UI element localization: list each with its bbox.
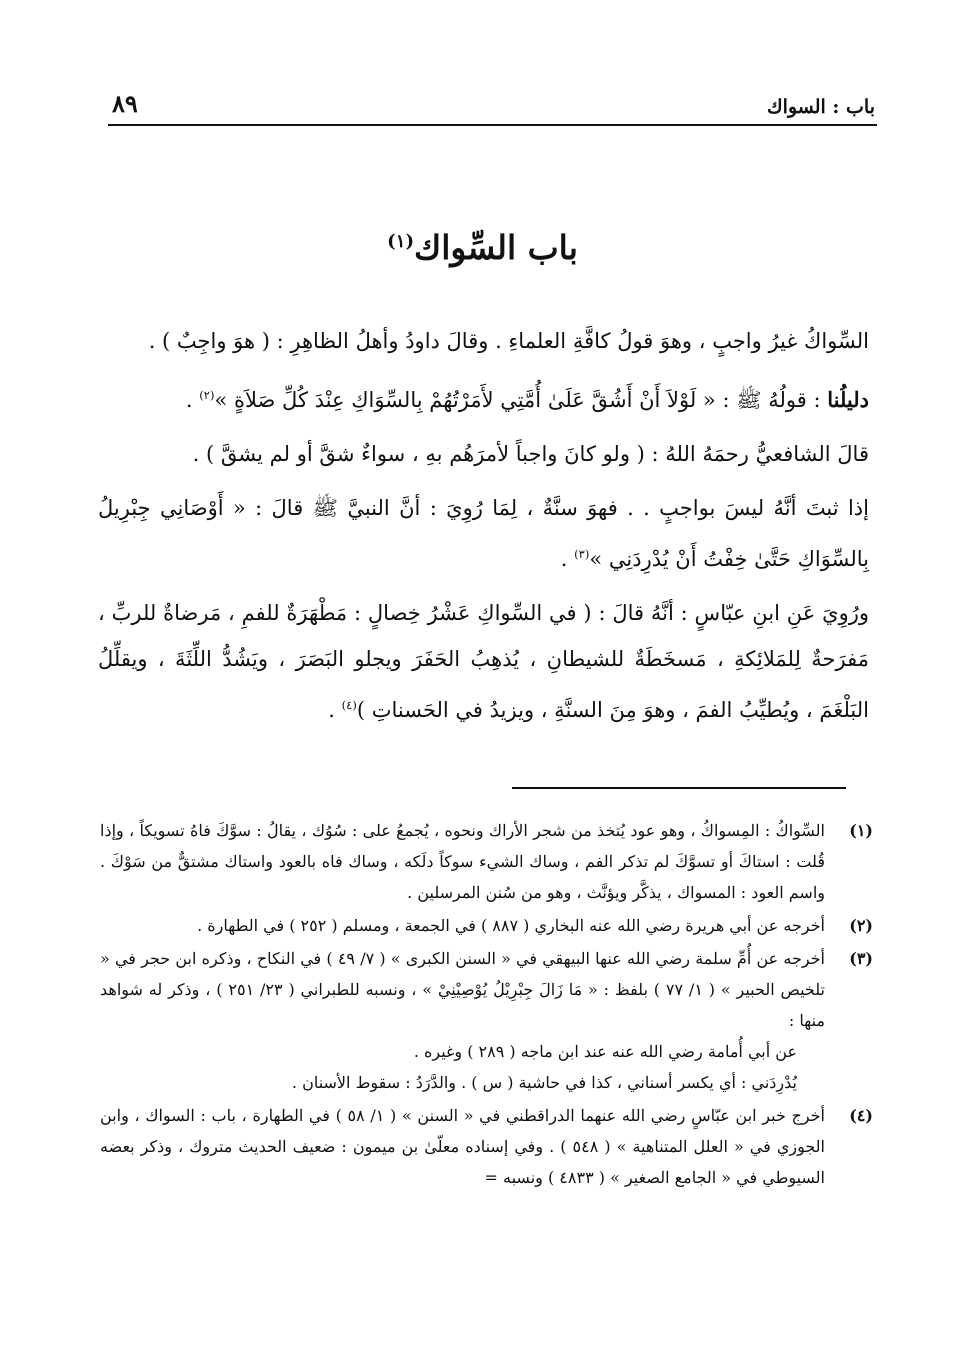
footnote-ref: (٢) — [199, 388, 215, 402]
paragraph-text: قالَ الشافعيُّ رحمَهُ اللهُ : ( ولو كانَ واجباً لأمرَهُم بهِ ، سواءٌ شقَّ أو لم يشقَّ ) . — [192, 442, 869, 466]
section-title-text: باب السِّواك — [414, 228, 578, 267]
paragraph-end: . — [328, 698, 342, 722]
paragraph-text: السِّواكُ غيرُ واجبٍ ، وهوَ قولُ كافَّةِ العلماءِ . وقالَ داودُ وأهلُ الظاهِرِ : ( هوَ واجِبٌ ) . — [148, 329, 869, 353]
paragraph — [98, 431, 869, 477]
footnote-number: (٤) — [849, 1106, 873, 1125]
footnote — [100, 1100, 873, 1193]
chapter-title: باب : السواك — [767, 96, 875, 118]
footnote-text: أخرجه عن أبي هريرة رضي الله عنه البخاري ( ٨٨٧ ) في الجمعة ، ومسلم ( ٢٥٢ ) في الطهارة . — [197, 916, 825, 935]
paragraph — [98, 485, 869, 582]
paragraph-text: ورُوِيَ عَنِ ابنِ عبّاسٍ : أنَّهُ قالَ : ( في السِّواكِ عَشْرُ خِصالٍ : مَطْهَرَةٌ للفمِ ، مَرضاةٌ للربِّ ، مَفرَحةٌ لِلمَلائِكةِ ، مَسخَطَةٌ للشيطانِ ، يُذهِبُ الحَفَرَ ويجلو البَصَرَ ، ويَشُدُّ اللِّثَةَ ، ويقلِّلُ البَلْغَمَ ، ويُطيِّبُ الفمَ ، وهوَ مِنَ السنَّةِ ، ويزيدُ في الحَسناتِ ) — [98, 601, 869, 722]
footnote — [100, 943, 873, 1098]
footnote-text: أخرجه عن أُمِّ سلمة رضي الله عنها البيهقي في « السنن الكبرى » ( ٧/ ٤٩ ) في النكاح ، وذكره ابن حجر في « تلخيص الحبير » ( ١/ ٧٧ ) بلفظ : « مَا زَالَ جِبْرِيْلُ يُوْصِيْنِيْ » ، ونسبه للطبراني ( ٢٣/ ٢٥١ ) ، وذكر له شواهد منها : — [100, 949, 826, 1030]
footnote-ref: (١) — [387, 231, 415, 252]
main-text — [98, 318, 869, 741]
paragraph — [98, 372, 869, 423]
section-title — [100, 228, 865, 267]
footnote-ref: (٣) — [574, 547, 590, 561]
paragraph-text: إذا ثبتَ أنَّهُ ليسَ بواجبٍ . . فهوَ سنَّةٌ ، لِمَا رُوِيَ : أنَّ النبيَّ ﷺ قالَ : « أَوْصَانِي جِبْرِيلُ بِالسِّوَاكِ حَتَّىٰ خِفْتُ أَنْ يُدْرِدَنِي » — [98, 496, 869, 571]
footnote-separator — [512, 787, 846, 789]
header-rule — [108, 124, 877, 126]
footnote-body — [100, 943, 825, 1098]
paragraph-end: . — [560, 547, 575, 571]
footnote — [100, 815, 873, 908]
footnote-text: السِّواكُ : المِسواكُ ، وهو عود يُتخذ من شجر الأراك ونحوه ، يُجمعُ على : سُوُك ، يقالُ : سوَّكَ فاهُ تسويكاً ، وإذا قُلت : استاكَ أو تسوَّكَ لم تذكر الفم ، وساك الشيء سوكاً دلَكه ، وساك فاه بالعود واستاك مشتقٌّ من سَوْكَ . واسم العود : المسواك ، يذكَّر ويؤنَّث ، وهو من سُنن المرسلين . — [100, 821, 826, 902]
paragraph-text: : قولُهُ ﷺ : « لَوْلاَ أَنْ أَشُقَّ عَلَىٰ أُمَّتِي لأَمَرْتُهُمْ بِالسِّوَاكِ عِنْدَ كُلِّ صَلاَةٍ » — [214, 388, 828, 412]
running-header — [112, 88, 875, 118]
footnote-ref: (٤) — [341, 698, 357, 712]
footnote-number: (٣) — [849, 949, 873, 968]
footnote-number: (١) — [849, 821, 873, 840]
paragraph-end: . — [185, 388, 200, 412]
footnote-number: (٢) — [849, 916, 873, 935]
footnotes — [100, 815, 873, 1195]
footnote-line: يُدْرِدَني : أي يكسر أسناني ، كذا في حاشية ( س ) . والدَّرَدُ : سقوط الأسنان . — [291, 1073, 797, 1092]
footnote-text: أخرج خبر ابن عبّاسٍ رضي الله عنهما الدراقطني في « السنن » ( ١/ ٥٨ ) في الطهارة ، باب : السواك ، وابن الجوزي في « العلل المتناهية » ( ٥٤٨ ) . وفي إسناده معلّىٰ بن ميمون : ضعيف الحديث متروك ، وذكر بعضه السيوطي في « الجامع الصغير » ( ٤٨٣٣ ) ونسبه = — [100, 1106, 826, 1187]
footnote-line: عن أبي أُمامة رضي الله عنه عند ابن ماجه ( ٢٨٩ ) وغيره . — [413, 1042, 797, 1061]
footnote — [100, 910, 873, 941]
proof-label: دليلُنا — [827, 387, 869, 412]
paragraph — [98, 318, 869, 364]
page-number: ٨٩ — [112, 89, 138, 118]
paragraph — [98, 590, 869, 733]
